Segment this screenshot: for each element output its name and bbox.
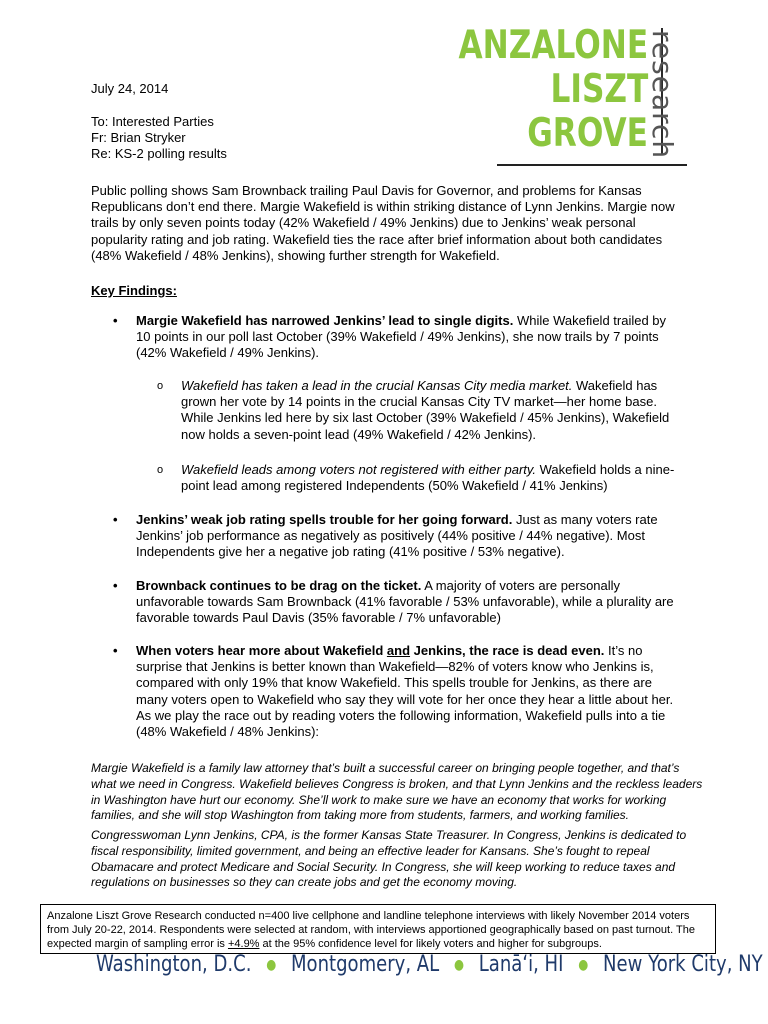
wakefield-message: Margie Wakefield is a family law attorney that’s built a successful career on bringing people together, and that’s what we need in Congress. Wakefield believes Congress is broken, and that Lynn Jenkins and the reckless leaders in Washington have hurt our economy. She’ll work to make sure we have an economy that works for working families, and she will stop Washington from taking more from students, farmers, and working families. (91, 761, 703, 823)
bullet-icon: • (113, 512, 118, 527)
finding-item (113, 313, 681, 362)
memo-date: July 24, 2014 (91, 81, 169, 96)
dot-separator-icon: ● (266, 957, 277, 973)
intro-paragraph: Public polling shows Sam Brownback trailing Paul Davis for Governor, and problems for Kansas Republicans don’t end there. Margie Wakefield is within striking distance of Lynn Jenkins. Margie now trails by only seven points today (42% Wakefield / 49% Jenkins) due to Jenkins’ weak personal popularity rating and job rating. Wakefield ties the race after brief information about both candidates (48% Wakefield / 48% Jenkins), showing further strength for Wakefield. (91, 183, 675, 263)
city-lanai: Lanā‘i, HI (478, 952, 564, 977)
subfinding-item (157, 462, 681, 494)
finding-item (113, 512, 681, 561)
finding-lead: Margie Wakefield has narrowed Jenkins’ lead to single digits. (136, 313, 514, 328)
sub-bullet-icon: o (157, 464, 164, 476)
sub-bullet-icon: o (157, 380, 164, 392)
finding-lead: Jenkins’ weak job rating spells trouble for her going forward. (136, 512, 513, 527)
finding-lead (136, 643, 604, 658)
logo-word-liszt: LISZT (550, 67, 648, 112)
finding-item (113, 578, 681, 627)
memo-to: To: Interested Parties (91, 114, 214, 129)
company-logo (458, 16, 692, 166)
subfinding-text: Wakefield holds a nine-point lead among registered Independents (50% Wakefield / 41% Jenkins) (181, 462, 675, 494)
finding-text: A majority of voters are personally unfavorable towards Sam Brownback (41% favorable / 53% unfavorable), while a plurality are favorable towards Paul Davis (35% favorable / 7% unfavorable) (136, 578, 674, 626)
methodology-text: Anzalone Liszt Grove Research conducted n=400 live cellphone and landline telephone interviews with likely November 2014 voters from July 20-22, 2014. Respondents were selected at random, with interviews apportioned geographically based on past turnout. The expected margin of sampling error is (47, 910, 695, 950)
subfinding-lead: Wakefield leads among voters not registered with either party. (181, 462, 537, 477)
city-montgomery: Montgomery, AL (290, 952, 440, 977)
finding-text: It’s no surprise that Jenkins is better known than Wakefield—82% of voters know who Jenkins is, compared with only 19% that know Wakefield. This spells trouble for Jenkins, as there are many voters open to Wakefield who say they will vote for her once they hear a little about her. As we play the race out by reading voters the following information, Wakefield pulls into a tie (48% Wakefield / 48% Jenkins): (136, 643, 674, 740)
subfinding-text: Wakefield has grown her vote by 14 points in the crucial Kansas City TV market—her home base. While Jenkins led here by six last October (39% Wakefield / 45% Jenkins), Wakefield now holds a seven-point lead (49% Wakefield / 42% Jenkins). (181, 378, 670, 442)
logo-word-grove: GROVE (527, 111, 648, 156)
city-new-york: New York City, NY (602, 952, 763, 977)
finding-text: Just as many voters rate Jenkins’ job performance as negatively as positively (44% positive / 44% negative). Most Independents give her a negative job rating (41% positive / 53% negative). (136, 512, 658, 560)
dot-separator-icon: ● (453, 957, 464, 973)
key-findings-heading: Key Findings: (91, 283, 177, 298)
logo-word-anzalone: ANZALONE (458, 23, 648, 68)
memo-re: Re: KS-2 polling results (91, 146, 227, 161)
finding-text: While Wakefield trailed by 10 points in our poll last October (39% Wakefield / 49% Jenkins), she now trails by 7 points (42% Wakefield / 49% Jenkins). (136, 313, 667, 361)
memo-from: Fr: Brian Stryker (91, 130, 186, 145)
finding-lead-part: Jenkins, the race is dead even. (410, 643, 605, 658)
finding-lead: Brownback continues to be drag on the ticket. (136, 578, 422, 593)
memo-header (91, 114, 227, 162)
city-washington: Washington, D.C. (96, 952, 252, 977)
office-locations (96, 952, 763, 984)
finding-lead-emphasis: and (386, 643, 411, 658)
bullet-icon: • (113, 578, 118, 593)
bullet-icon: • (113, 643, 118, 658)
dot-separator-icon: ● (578, 957, 589, 973)
subfinding-item (157, 378, 681, 443)
methodology-box (40, 904, 716, 954)
header-rule (497, 164, 687, 166)
finding-lead-part: When voters hear more about Wakefield (136, 643, 387, 658)
finding-item (113, 643, 681, 740)
logo-research-label: research (646, 30, 679, 160)
subfinding-lead: Wakefield has taken a lead in the crucial Kansas City media market. (181, 378, 573, 393)
margin-of-error: +4.9% (227, 938, 260, 950)
bullet-icon: • (113, 313, 118, 328)
methodology-text-end: at the 95% confidence level for likely voters and higher for subgroups. (259, 938, 602, 950)
jenkins-message: Congresswoman Lynn Jenkins, CPA, is the former Kansas State Treasurer. In Congress, Jenkins is dedicated to fiscal responsibility, limited government, and being an effective leader for Kansans. She’s fought to repeal Obamacare and protect Medicare and Social Security. In Congress, she will keep working to reduce taxes and regulations on businesses so they can create jobs and get the economy moving. (91, 828, 687, 890)
